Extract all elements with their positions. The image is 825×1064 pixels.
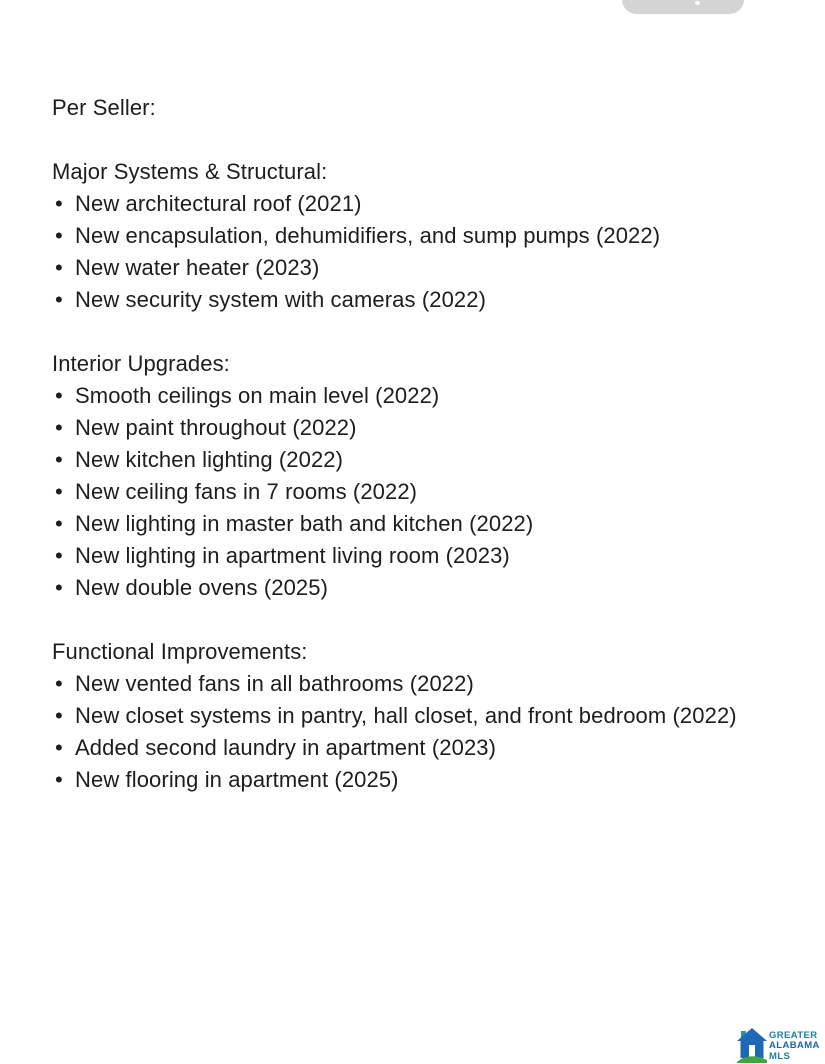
list-item: [52, 412, 805, 444]
list-item: [52, 252, 805, 284]
blank-line: [52, 316, 805, 348]
bullet-icon: •: [55, 255, 63, 280]
list-item-text: New ceiling fans in 7 rooms (2022): [75, 479, 418, 504]
list-item-text: Smooth ceilings on main level (2022): [75, 383, 440, 408]
list-item: [52, 188, 805, 220]
list-item: [52, 220, 805, 252]
bullet-icon: •: [55, 543, 63, 568]
list-item-text: New closet systems in pantry, hall closet, and front bedroom (2022): [75, 703, 737, 728]
logo-line-mls: MLS: [769, 1050, 791, 1062]
bullet-icon: •: [55, 735, 63, 760]
greater-alabama-mls-logo: [737, 1028, 820, 1063]
list-item-text: New vented fans in all bathrooms (2022): [75, 671, 474, 696]
blank-line: [52, 604, 805, 636]
list-item: [52, 764, 805, 796]
bullet-icon: •: [55, 415, 63, 440]
list-item: [52, 732, 805, 764]
section-title: Major Systems & Structural:: [52, 159, 328, 184]
top-rounded-sheet: [622, 0, 744, 14]
list-item-text: New architectural roof (2021): [75, 191, 362, 216]
list-item: [52, 668, 805, 700]
bullet-icon: •: [55, 287, 63, 312]
bullet-icon: •: [55, 511, 63, 536]
bullet-icon: •: [55, 191, 63, 216]
section-title: Functional Improvements:: [52, 639, 308, 664]
list-item-text: New lighting in master bath and kitchen (2022): [75, 511, 534, 536]
blank-line: [52, 124, 805, 156]
sheet-dot: [695, 1, 700, 5]
list-item-text: Added second laundry in apartment (2023): [75, 735, 497, 760]
intro-line: Per Seller:: [52, 95, 156, 120]
bullet-icon: •: [55, 575, 63, 600]
house-icon: [737, 1028, 767, 1063]
bullet-icon: •: [55, 703, 63, 728]
bullet-icon: •: [55, 447, 63, 472]
bullet-icon: •: [55, 383, 63, 408]
list-item-text: New flooring in apartment (2025): [75, 767, 399, 792]
bullet-icon: •: [55, 223, 63, 248]
list-item: [52, 508, 805, 540]
section-title: Interior Upgrades:: [52, 351, 230, 376]
list-item-text: New security system with cameras (2022): [75, 287, 487, 312]
logo-line-alabama: ALABAMA: [769, 1040, 820, 1052]
list-item-text: New lighting in apartment living room (2023): [75, 543, 510, 568]
list-item: [52, 444, 805, 476]
bullet-icon: •: [55, 767, 63, 792]
list-item-text: New water heater (2023): [75, 255, 320, 280]
list-item-text: New kitchen lighting (2022): [75, 447, 344, 472]
list-item-text: New encapsulation, dehumidifiers, and sump pumps (2022): [75, 223, 661, 248]
list-item: [52, 476, 805, 508]
list-item: [52, 572, 805, 604]
list-item-text: New double ovens (2025): [75, 575, 329, 600]
list-item: [52, 540, 805, 572]
list-item: [52, 380, 805, 412]
logo-line-greater: GREATER: [769, 1030, 818, 1041]
remarks-text: [52, 92, 805, 796]
bullet-icon: •: [55, 671, 63, 696]
logo-text: [769, 1031, 820, 1062]
list-item: [52, 284, 805, 316]
list-item-text: New paint throughout (2022): [75, 415, 357, 440]
list-item: [52, 700, 805, 732]
bullet-icon: •: [55, 479, 63, 504]
